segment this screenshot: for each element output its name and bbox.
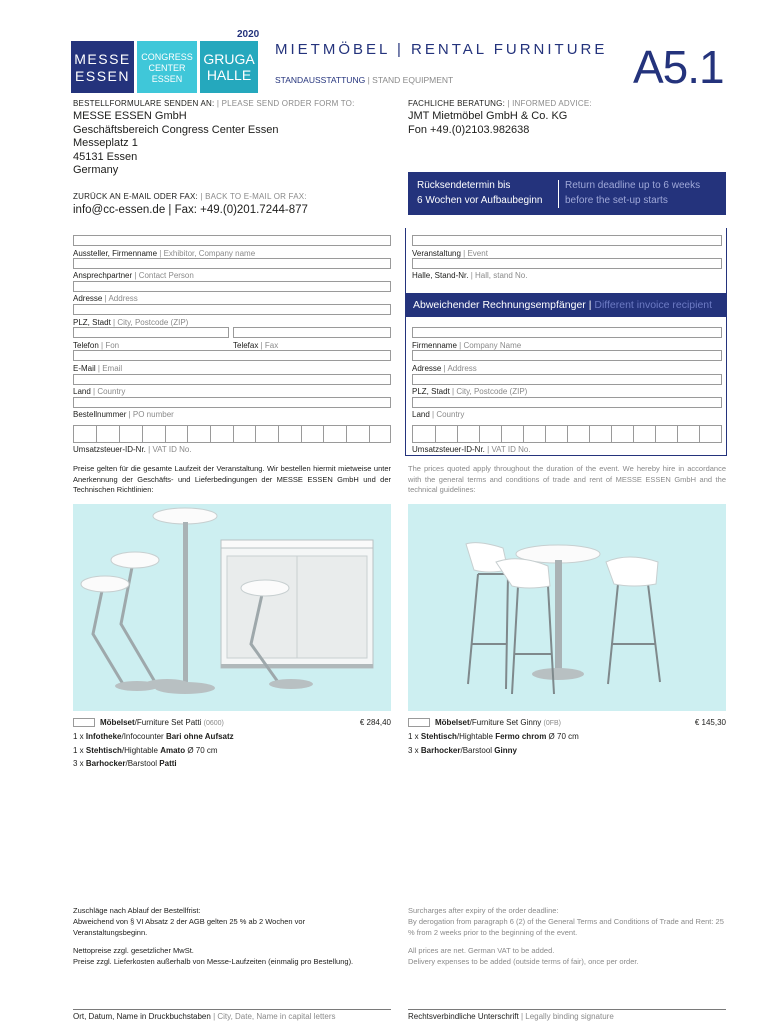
recipient-address-label: Adresse | Address xyxy=(412,364,477,373)
return-contact: info@cc-essen.de | Fax: +49.(0)201.7244-877 xyxy=(73,204,308,216)
country-input[interactable] xyxy=(73,374,391,385)
invoice-recipient-header: Abweichender Rechnungsempfänger | Different invoice recipient xyxy=(406,293,726,317)
hall-stand-label: Halle, Stand-Nr. | Hall, stand No. xyxy=(412,271,528,280)
list-item: 3 x Barhocker/Barstool Patti xyxy=(73,759,177,768)
address-input[interactable] xyxy=(73,281,391,292)
surcharge-note-en: Surcharges after expiry of the order deadline: By derogation from paragraph 6 (2) of the General Terms and Conditions of Trade and Rent: 25 % from 2 weeks prior to the beginning of the event. xyxy=(408,906,724,937)
form-subtitle: STANDAUSSTATTUNG | STAND EQUIPMENT xyxy=(275,75,454,85)
company-name-label: Firmenname | Company Name xyxy=(412,341,522,350)
product-image-patti xyxy=(73,504,391,711)
product-items-patti xyxy=(73,730,234,771)
event-label: Veranstaltung | Event xyxy=(412,249,488,258)
contact-person-label: Ansprechpartner | Contact Person xyxy=(73,271,194,280)
email-label: E-Mail | Email xyxy=(73,364,123,373)
recipient-vat-id-input[interactable] xyxy=(412,425,722,443)
prices-note-en: All prices are net. German VAT to be added. Delivery expenses to be added (outside terms of fair), once per order. xyxy=(408,946,639,966)
exhibitor-label: Aussteller, Firmenname | Exhibitor, Company name xyxy=(73,249,256,258)
address-label: Adresse | Address xyxy=(73,294,138,303)
hall-stand-input[interactable] xyxy=(412,258,722,269)
recipient-address-input[interactable] xyxy=(412,350,722,361)
product-title-ginny: Möbelset/Furniture Set Ginny (0FB) xyxy=(435,718,562,727)
city-input[interactable] xyxy=(73,304,391,315)
product-checkbox-patti[interactable] xyxy=(73,718,95,727)
terms-en: The prices quoted apply throughout the duration of the event. We hereby hire in accordance with the general terms and conditions of trade and rent of MESSE ESSEN GmbH and the technical guidelines: xyxy=(408,464,726,494)
form-title: MIETMÖBEL | RENTAL FURNITURE xyxy=(275,41,608,58)
product-price-patti: € 284,40 xyxy=(359,718,391,727)
recipient-city-label: PLZ, Stadt | City, Postcode (ZIP) xyxy=(412,387,528,396)
exhibitor-input[interactable] xyxy=(73,235,391,246)
product-title-patti: Möbelset/Furniture Set Patti (0600) xyxy=(100,718,224,727)
place-date-name-label: Ort, Datum, Name in Druckbuchstaben | City, Date, Name in capital letters xyxy=(73,1012,336,1021)
list-item: 1 x Infotheke/Infocounter Bari ohne Aufsatz xyxy=(73,732,234,741)
country-label: Land | Country xyxy=(73,387,126,396)
advice-contact: JMT Mietmöbel GmbH & Co. KG Fon +49.(0)2103.982638 xyxy=(408,110,568,136)
return-label: ZURÜCK AN E-MAIL ODER FAX: | BACK TO E-MAIL OR FAX: xyxy=(73,192,307,201)
grugahalle-logo: GRUGA HALLE xyxy=(200,41,258,93)
company-name-input[interactable] xyxy=(412,327,722,338)
signature-label: Rechtsverbindliche Unterschrift | Legally binding signature xyxy=(408,1012,614,1021)
deadline-box: Rücksendetermin bis 6 Wochen vor Aufbaubeginn Return deadline up to 6 weeks before the set-up starts xyxy=(408,172,726,215)
fax-input[interactable] xyxy=(233,327,391,338)
list-item: 1 x Stehtisch/Hightable Fermo chrom Ø 70 cm xyxy=(408,732,579,741)
product-price-ginny: € 145,30 xyxy=(694,718,726,727)
surcharge-note-de: Zuschläge nach Ablauf der Bestellfrist: Abweichend von § VI Absatz 2 der AGB gelten 25 % ab 2 Wochen vor Veranstaltungsbeginn. xyxy=(73,906,306,937)
order-to-label: BESTELLFORMULARE SENDEN AN: | PLEASE SEND ORDER FORM TO: xyxy=(73,99,355,108)
event-input[interactable] xyxy=(412,235,722,246)
place-date-name-input[interactable] xyxy=(73,999,391,1010)
form-code: A5.1 xyxy=(633,41,724,93)
product-items-ginny xyxy=(408,730,579,757)
signature-input[interactable] xyxy=(408,999,726,1010)
messe-essen-logo: MESSE ESSEN xyxy=(71,41,134,93)
product-image-ginny xyxy=(408,504,726,711)
po-number-input[interactable] xyxy=(73,397,391,408)
email-input[interactable] xyxy=(73,350,391,361)
recipient-country-label: Land | Country xyxy=(412,410,465,419)
vat-id-label: Umsatzsteuer-ID-Nr. | VAT ID No. xyxy=(73,445,192,454)
year-label: 2020 xyxy=(237,29,260,40)
recipient-country-input[interactable] xyxy=(412,397,722,408)
po-number-label: Bestellnummer | PO number xyxy=(73,410,174,419)
recipient-vat-id-label: Umsatzsteuer-ID-Nr. | VAT ID No. xyxy=(412,445,531,454)
contact-person-input[interactable] xyxy=(73,258,391,269)
product-checkbox-ginny[interactable] xyxy=(408,718,430,727)
list-item: 3 x Barhocker/Barstool Ginny xyxy=(408,745,517,755)
vat-id-input[interactable] xyxy=(73,425,391,443)
list-item: 1 x Stehtisch/Hightable Amato Ø 70 cm xyxy=(73,745,218,755)
phone-input[interactable] xyxy=(73,327,229,338)
congress-center-logo: CONGRESS CENTER ESSEN xyxy=(137,41,197,93)
advice-label: FACHLICHE BERATUNG: | INFORMED ADVICE: xyxy=(408,99,592,108)
terms-de: Preise gelten für die gesamte Laufzeit der Veranstaltung. Wir bestellen hiermit mietweise unter Anerkennung der Geschäfts- und Lieferbedingungen der MESSE ESSEN GmbH und der Technischen Richtlinien: xyxy=(73,464,391,494)
order-to-address: MESSE ESSEN GmbH Geschäftsbereich Congress Center Essen Messeplatz 1 45131 Essen Germany xyxy=(73,110,279,176)
city-label: PLZ, Stadt | City, Postcode (ZIP) xyxy=(73,318,189,327)
fax-label: Telefax | Fax xyxy=(233,341,279,350)
recipient-city-input[interactable] xyxy=(412,374,722,385)
prices-note-de: Nettopreise zzgl. gesetzlicher MwSt. Preise zzgl. Lieferkosten außerhalb von Messe-Laufzeiten (einmalig pro Bestellung). xyxy=(73,946,354,966)
phone-label: Telefon | Fon xyxy=(73,341,120,350)
